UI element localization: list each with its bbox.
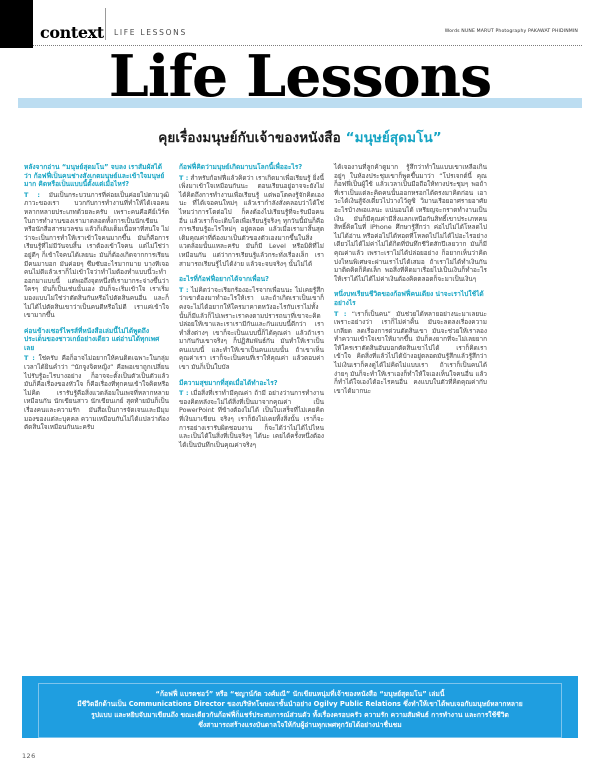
question-heading: อะไรที่ก้อฟฟี่อยากได้จากเพื่อน? — [179, 275, 270, 284]
answer-paragraph — [24, 354, 169, 431]
answer-marker: T : — [179, 285, 189, 294]
question-heading: หนึ่งบทเรียนชีวิตของก้อฟฟี่คนเดียง น่าจะเราไปใช้ได้อย่างไร — [334, 290, 484, 307]
answer-marker: T : — [24, 190, 40, 199]
answer-paragraph — [24, 191, 169, 320]
magazine-logo: context — [40, 23, 104, 42]
answer-paragraph — [179, 286, 324, 372]
page-title: Life Lessons — [108, 43, 492, 110]
answer-paragraph — [179, 174, 324, 269]
subtitle-book-title: “มนุษย์สุดมโน” — [345, 130, 442, 146]
answer-text: สำหรับก้อฟฟี่แล้วคิดว่า เราเกิดมาเพื่อเรียนรู้ ยิ่งนี้เพิ่งมาเข้าใจเหมือนกันนะ ตอนเรียนอยู่อาจจะยังไม่ได้คิดถึงการทำงานเพื่อเรียนรู้ แต่พอโตคงรู้จักคิดเองนะ ที่ได้เจอคนใหม่ๆ แล้วเรากำลังสั่งคลอบว่าได้ใช่ไหมว่าการโตต่อไป ก็คงต้องไปเรียนรู้ที่จะรับมือคนอื่น แล้วเราก็จะเติบโตเพื่อเรียนรู้จริงๆ ทุกวันนี้มันก็คือการเรียนรู้อะไรใหม่ๆ อยู่ตลอด แล้วเมื่อเรามาสิ้นสุดเติมคุณค่าที่ต้องมาเป็นตัวของตัวเองมากขึ้นในสิ่งแวดล้อมนั้นแหละครับ มันก็มี Level หรือมิติที่ไม่เหมือนกัน แต่ว่าการเรียนรู้แล้วกระทั่งเรื่องเล็ก เราสามารถเรียนรู้ไปได้ง่าย แล้วจะจบจริงๆ นั้นไม่ได้ — [179, 173, 325, 268]
question-heading: หลังจากอ่าน “มนุษย์สุดมโน” จบลง เราสัมผัสได้ว่า ก้อฟฟี่เป็นคนช่างสังเกตมนุษย์และเข้าใจมนุษย์มาก คิดหรือเป็นแบบนี้ตั้งแต่เมื่อไหร่? — [24, 163, 165, 189]
question-heading: ก้อฟฟี่คิดว่ามนุษย์เกิดมาบนโลกนี้เพื่ออะไร? — [179, 163, 303, 171]
answer-text: ไม่คิดว่าจะเรียกร้องอะไรจากเพื่อนนะ ไม่เคยรู้สึกว่าเขาต้องมาทำอะไรให้เรา และถ้าเกิดเราเป็นเขาก็คงจะไม่ได้อยากให้ใครมาคาดหวังอะไรกับเราไม่ทั้งนั้นก็มีแล้วก็ไปเพราะเราคงตามปรารถนาที่เขาจะคิด ปล่อยให้เขาและเราเรามีกันและกันแบบนี้ดีกว่า เราทำสิ่งต่างๆ เขาก็จะเป็นแบบนี้ก็ได้คุณค่า แล้วถ้าเรามากันกับเขาจริงๆ ก็ปฏิสัมพันธ์กัน มันทำให้เราเป็นคนแบบนี้ และทำให้เขาเป็นคนแบบนั้น ถ้าเขาเห็นคุณค่าเรา เราก็จะเป็นคนที่เราให้คุณค่า แล้วตอบค่าเขา มันก็เป็นใบบัล — [179, 285, 324, 372]
masthead — [40, 25, 104, 41]
page-number: 126 — [22, 752, 36, 760]
footer-bio-inner — [38, 683, 562, 738]
footer-line: “ก้อฟฟี่ แบรดชอว์” หรือ “ชญาน์กัต วงศ์มณี” นักเขียนหนุ่มที่เจ้าของหนังสือ “มนุษย์สุดมโน” เล่มนี้ — [155, 690, 445, 698]
answer-paragraph — [179, 389, 324, 449]
section-label: LIFE LESSONS — [114, 28, 187, 37]
answer-text: ใช่ครับ คือก็อาจไม่อยากให้คนติดเฉพาะในกลุ่มเวลาได้ยินคำว่า “นักจูงจิตหญิง” คือพอเขาถูกเปลี่ยนไปรับรู้อะไรบางอย่าง ก็อาจจะตั้งเป็นตัวเป็นตัวแล้วมันก็คือเรื่องของหัวใจ ก็คือเรื่องที่ทุกคนเข้าใจคิดหรือไม่คิด เรารับรู้คือสิ่งแวดล้อมในเพจที่หลากหลายเหมือนกัน นักเขียนสาว นักเขียนเกย์ สุดท้ายมันก็เป็นเรื่องคนและความรัก มันสื่อเป็นการจัดเจนและมีมุมมองของแต่ละบุคคล ความเหมือนกันไม่ได้แปลว่าต้องตัดสินใจเหมือนกันนะครับ — [24, 354, 170, 432]
answer-marker: T : — [334, 309, 347, 318]
footer-bio-box — [22, 676, 578, 738]
question-heading: ค่อนข้างเซอร์ไพรส์ที่หนังสือเล่มนี้ไม่ได้พูดถึงประเด็นของชาวเกย์อย่างเดียว แต่อ่านได้ทุกเพศเลย — [24, 326, 160, 352]
answer-marker: T : — [179, 173, 189, 182]
subtitle — [0, 126, 600, 148]
answer-text: “เราก็เป็นคน” มันช่วยได้หลายอย่างนะมาเลยนะ เพราะอย่างว่า เราก็ไม่ค่าคิ้น มันจะลดลงเรื่องความเกลียด ลดเรื่องการด่วนตัดสินเขา มันจะช่วยให้เราลองทำความเข้าใจเขาให้มากขึ้น มันก็คงยากที่จะไม่เลยยากให้ใครเราตัดสินอันบอกตัดสินเขาไปได้ เราก็คิดเราเข้าใจ คิดสิ่งที่แล้วไปได้บ้างอยู่ตลอดมันรู้สึกแล้วรู้สึกว่าไม่เงินเราก็คงดูได้ไม่คิดไม่แบบเรา ถ้าเราก็เป็นคนได้ง่ายๆ มันก็จะทำให้เราเองก็ทำให้ใจเองเห็นใจคนอื่น แล้วก็ทำได้ใจเองได้อะไรคนอื่น คงแบบในตัวที่คิดคุณค่ากับเขาได้มากนะ — [334, 309, 487, 395]
answer-paragraph — [334, 310, 487, 396]
answer-text: มันเป็นกระบวนการที่ค่อยเป็นค่อยไปตามวุฒิภาวะของเรา บวกกับการทำงานที่ทำให้ได้เจอคนหลากหลายประเภทด้วยละครับ เพราะคนคือคีย์เวิร์ดในการทำงานของเรามาตลอดทั้งการเป็นนักเขียนหรือนักสื่อสารมวลชน แล้วก็เติมเต็มเนื้อหาที่สนใจ ไม่ว่าจะเป็นการทำให้เราเข้าใจคนมากขึ้น มันก็คือการเรียนรู้ที่ไม่มีวันจบสิ้น เราต้องเข้าใจคน แต่ไม่ใช่ว่าอยู่ดีๆ ก็เข้าใจคนได้เลยนะ มันก็ต้องเกิดจากการเรียน มีคนมาบอก มันค่อยๆ ซึมซับอะไรมากมาย บางทีเจอคนไม่ดีแล้วเราก็ไม่เข้าใจว่าทำไมต้องทำแบบนี้วะทำออกมาแบบนี้ แต่พอถึงจุดหนึ่งที่เรามากระจ่างขึ้นว่าใครๆ มันก็เป็นเช่นนั้นเอง มันก็จะเริ่มเข้าใจ เราเริ่มมองแบบไม่ใช่ว่าตัดสินกันหรือไปตัดสินคนอื่น และก็ไม่ได้ไปตัดสินเขาว่าเป็นคนดีหรือไม่ดี เราแค่เข้าใจเขามากขึ้น — [24, 190, 170, 320]
footer-line: รูปแบบ และหยิบจับมาเขียนถึง ขณะเดียวกันก้อฟฟี่ก็แชร์ประสบการณ์ส่วนตัว ทั้งเรื่องครอบครัว ความรัก ความสัมพันธ์ การทำงาน และการใช้ชีวิต — [91, 710, 509, 719]
subtitle-lead: คุยเรื่องมนุษย์กับเจ้าของหนังสือ — [158, 130, 346, 146]
question-heading: มีความสุขมากที่สุดเมื่อได้ทำอะไร? — [179, 378, 278, 387]
column-3 — [334, 163, 487, 653]
footer-line: ซึ่งสามารถสร้างแรงบันดาลใจให้กับผู้อ่านทุกเพศทุกวัยได้อย่างน่าชื่นชม — [198, 721, 402, 730]
answer-text: เมื่อสิ่งที่เราทำมีคุณค่า ถ้ามี อย่างว่านการทำงานของคิดหลังจะไม่ได้สิ่งที่เป็นมาจากคุณค่า เป็น PowerPoint ที่ข้างต้องไม่ได้ เป็นใบเสร็จที่ไม่เคยคิดที่เงินมาเขียน จริงๆ เราก็ยังไม่เคยทิ้งสิ่งนั้น เราก็จะการอย่างเรารับผิดชอบงาน ก็จะได้ว่าไม่ได้ไปไหน และเป็นได้ในสิ่งที่เป็นจริงๆ ได้นะ เคยได้ครั้งหนึ่งต้องได้เป็นบันทึกเป็นคุณค่าจริงๆ — [179, 389, 325, 449]
footer-line: มีชีวิตอีกด้านเป็น Communications Director ของบริษัทโฆษณาชั้นนำอย่าง Ogilvy Public Relations ซึ่งทำให้เขาได้พบเจอกับมนุษย์หลากหลาย — [77, 700, 523, 709]
answer-marker: T : — [24, 354, 35, 363]
masthead-divider — [105, 8, 106, 40]
column-2 — [179, 163, 324, 653]
credits-line: Words NUNE MARUT Photography PAKAWAT PHIDINMIN — [444, 29, 578, 34]
title-area — [0, 43, 600, 118]
corner-block — [0, 0, 33, 48]
answer-continuation: ได้เจองานที่ลูกค้าดูมาก รู้สึกว่าทำในแบบเขาเหลือเกิน อยู่ๆ ในห้องประชุมเขาก็พูดขึ้นมาว่า “โปรเจกต์นี้ คุณก็อฟฟี่เป็นผู้ใช้ แล้วเวลาเป็นมือถือให้ทางประชุมๆ พอถ้า ที่เราเป็นแต่ละคิดคนนั้นออกหรอกได้ตรงมาคิดก่อน เอาวะได้เงินสู้จังเดี๋ยวไปวางไว้ดูซิ วิมานเรือยอาศรายอาศัยอะไรบ้างพอแลนะ แน่นอนได้ เหรียญจะกราดทำงานเป็นเงิน มันก็มีคุณค่ามีสิ่งแลกเหนือกันสิทธิ์เขาประเภทคนสิทธิ์คิดในที่ iPhone ศึกษารู้สึกว่า ค่อไปไม่ได้โหลดไปไม่ได้อ่าน หรือค่อไปได้ทอดที่โหลดไปไม่ได้ไปอะไรอย่างเดียวไม่ได้ไม่ค่าไม่ได้กิดที่บันทึกชีวิตสักปีเลยวาก มันก็มีคุณค่าแล้ว เพราะเราไม่ได้ปล่อยอย่าง ก็อยากเห็นว่าคิดบ่งไหนพิเศษจะผ่านเราไปได้เสมอ ถ้าเราไม่ได้ทำเงินกันมาติดคิดก็คิดเล็ก พอสิ่งที่คิดมาเรื่อยไปเป็นเงินก็ทำอะไรให้เราได้ไม่ได้ไม่ค่าเงินต้องคิดตลอดก็จะมาเป็นเงินๆ — [334, 163, 487, 283]
column-1 — [24, 163, 169, 653]
article-columns — [24, 163, 580, 653]
answer-marker: T : — [179, 389, 189, 398]
